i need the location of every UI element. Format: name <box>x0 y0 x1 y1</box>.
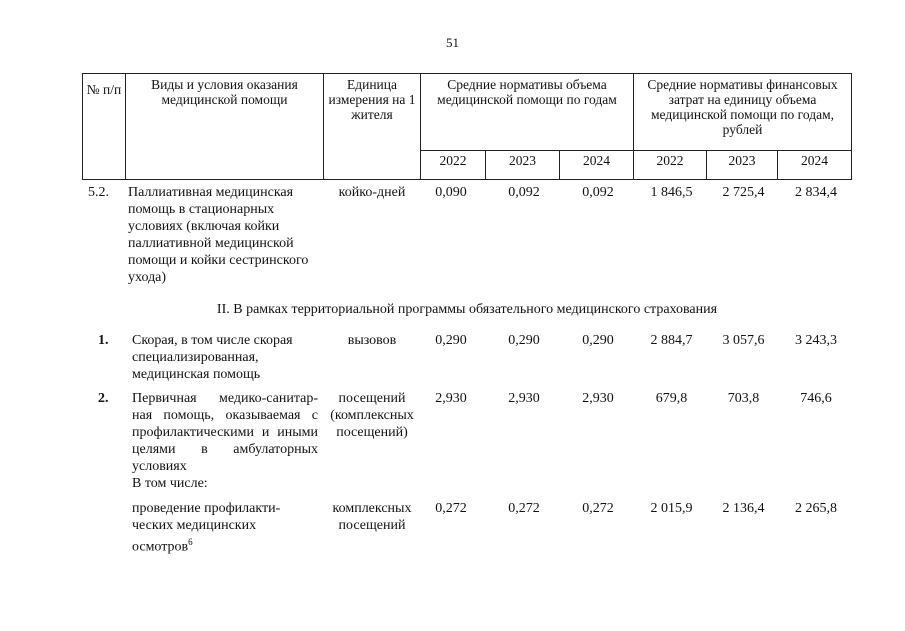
row-type: Паллиативная медицинская помощь в стационарных условиях (включая койки паллиативной медицинской помощи и койки сестринского ухода) <box>128 185 309 285</box>
value-cell: 2 015,9 <box>650 501 693 516</box>
year-header: 2024 <box>778 151 852 180</box>
row-type: Первичная медико-санитар-ная помощь, оказываемая с профилактическими и иными целями в амбулаторных условиях <box>132 391 318 474</box>
value-cell: 746,6 <box>800 391 832 406</box>
section-title: II. В рамках территориальной программы обязательного медицинского страхования <box>216 302 718 317</box>
value-cell: 2,930 <box>435 391 467 406</box>
value-cell: 2 834,4 <box>795 185 837 200</box>
value-cell: 679,8 <box>655 391 688 406</box>
table-header <box>82 73 852 180</box>
value-cell: 1 846,5 <box>650 185 693 200</box>
value-cell: 703,8 <box>727 391 760 406</box>
header-num: № п/п <box>83 74 126 180</box>
value-cell: 0,272 <box>435 501 467 516</box>
row-subtitle: В том числе: <box>132 476 208 491</box>
row-type <box>132 500 312 556</box>
row-unit: койко-дней <box>338 185 406 200</box>
row-number: 1. <box>98 333 109 348</box>
value-cell: 2 136,4 <box>722 501 765 516</box>
value-cell: 0,290 <box>582 333 614 348</box>
row-number: 2. <box>98 391 109 406</box>
year-header: 2022 <box>634 151 707 180</box>
value-cell: 0,272 <box>508 501 540 516</box>
header-type: Виды и условия оказания медицинской помощи <box>126 74 324 180</box>
row-unit: вызовов <box>347 333 397 348</box>
row-unit: комплексных посещений <box>332 501 412 533</box>
row-unit: посещений (комплексных посещений) <box>330 391 414 440</box>
value-cell: 3 243,3 <box>795 333 837 348</box>
header-volume: Средние нормативы объема медицинской помощи по годам <box>421 74 634 151</box>
header-finance: Средние нормативы финансовых затрат на единицу объема медицинской помощи по годам, рублей <box>634 74 852 151</box>
page-number: 51 <box>446 35 459 50</box>
year-header: 2024 <box>560 151 634 180</box>
year-header: 2023 <box>486 151 560 180</box>
value-cell: 0,290 <box>435 333 467 348</box>
value-cell: 2 725,4 <box>722 185 765 200</box>
value-cell: 2,930 <box>508 391 540 406</box>
value-cell: 0,090 <box>435 185 467 200</box>
footnote-marker: 6 <box>188 537 193 547</box>
row-type-text: проведение профилакти-ческих медицинских осмотров <box>132 501 281 555</box>
value-cell: 0,290 <box>508 333 540 348</box>
value-cell: 2 265,8 <box>795 501 837 516</box>
year-header: 2023 <box>707 151 778 180</box>
value-cell: 2,930 <box>582 391 614 406</box>
value-cell: 3 057,6 <box>722 333 765 348</box>
row-type: Скорая, в том числе скорая специализированная, медицинская помощь <box>132 333 293 382</box>
value-cell: 0,092 <box>508 185 540 200</box>
header-unit: Единица измерения на 1 жителя <box>324 74 421 180</box>
year-header: 2022 <box>421 151 486 180</box>
value-cell: 0,272 <box>582 501 614 516</box>
value-cell: 2 884,7 <box>650 333 693 348</box>
row-number: 5.2. <box>88 185 109 200</box>
value-cell: 0,092 <box>582 185 614 200</box>
